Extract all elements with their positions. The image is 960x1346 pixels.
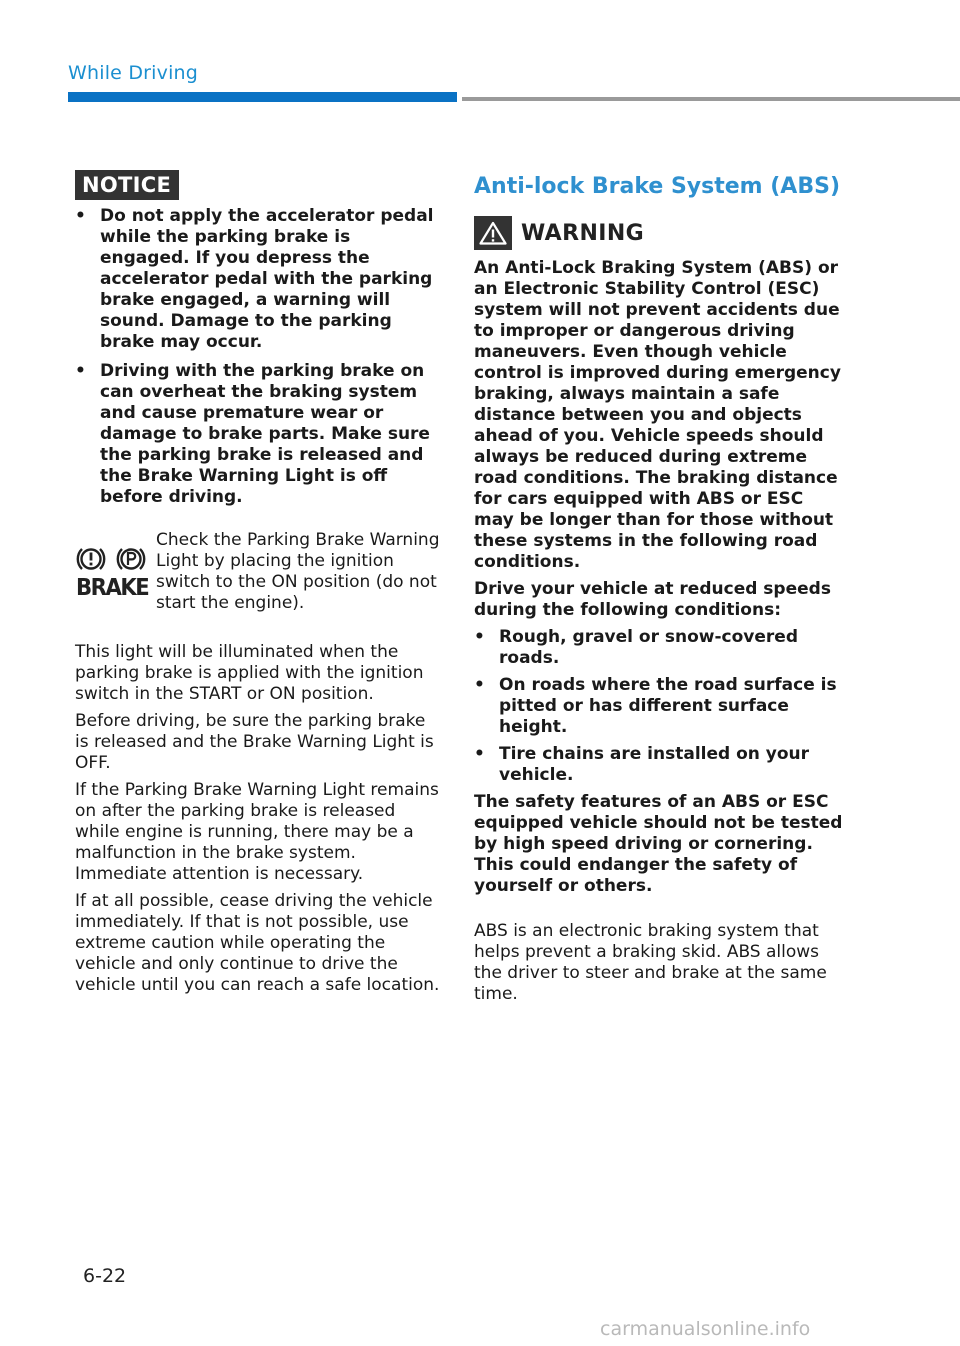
notice-list	[75, 206, 443, 508]
body-paragraph: If at all possible, cease driving the vehicle immediately. If that is not possible, use extreme caution while operating the vehicle and only continue to drive the vehicle until you can reach a safe location.	[75, 891, 440, 995]
right-column	[474, 170, 844, 1005]
body-paragraph: This light will be illuminated when the parking brake is applied with the ignition switch in the START or ON position.	[75, 642, 424, 704]
notice-item: • Do not apply the accelerator pedal while the parking brake is engaged. If you depress the accelerator pedal with the parking brake engaged, a warning will sound. Damage to the parking brake may occur.	[75, 206, 434, 352]
notice-label: NOTICE	[75, 170, 179, 200]
warning-paragraph: The safety features of an ABS or ESC equipped vehicle should not be tested by high speed driving or cornering. This could endanger the safety of yourself or others.	[474, 792, 843, 896]
warning-paragraph: An Anti-Lock Braking System (ABS) or an Electronic Stability Control (ESC) system will not prevent accidents due to improper or dangerous driving maneuvers. Even though vehicle control is improved during emergency braking, always maintain a safe distance between you and objects ahead of you. Vehicle speeds should always be reduced during extreme road conditions. The braking distance for cars equipped with ABS or ESC may be longer than for those without these systems in the following road conditions.	[474, 258, 841, 572]
chapter-title: While Driving	[68, 62, 199, 84]
brake-warning-light-icon	[76, 544, 150, 600]
header-accent-bar	[68, 92, 457, 102]
warning-label: WARNING	[521, 220, 645, 246]
page-number: 6-22	[83, 1265, 127, 1287]
warning-conditions-list	[474, 627, 844, 786]
section-title: Anti-lock Brake System (ABS)	[474, 174, 840, 199]
warning-condition-item: • Rough, gravel or snow-covered roads.	[474, 627, 798, 668]
watermark: carmanualsonline.info	[600, 1318, 811, 1340]
warning-paragraph: Drive your vehicle at reduced speeds during the following conditions:	[474, 579, 831, 620]
body-paragraph: If the Parking Brake Warning Light remains on after the parking brake is released while engine is running, there may be a malfunction in the brake system. Immediate attention is necessary.	[75, 780, 439, 884]
warning-condition-item: • Tire chains are installed on your vehicle.	[474, 744, 810, 785]
brake-check-text: Check the Parking Brake Warning Light by placing the ignition switch to the ON position (do not start the engine).	[156, 530, 440, 613]
brake-symbols	[76, 544, 150, 574]
header-rule	[462, 97, 960, 101]
abs-description: ABS is an electronic braking system that helps prevent a braking skid. ABS allows the driver to steer and brake at the same time.	[474, 921, 827, 1004]
left-column	[75, 170, 443, 996]
warning-condition-item: • On roads where the road surface is pitted or has different surface height.	[474, 675, 837, 737]
notice-item: • Driving with the parking brake on can overheat the braking system and cause premature wear or damage to brake parts. Make sure the parking brake is released and the Brake Warning Light is off before driving.	[75, 361, 430, 507]
warning-triangle-icon	[474, 216, 512, 250]
body-paragraph: Before driving, be sure the parking brake is released and the Brake Warning Light is OFF.	[75, 711, 434, 773]
brake-warning-block	[75, 530, 443, 635]
warning-header	[474, 216, 844, 250]
brake-icon-label: BRAKE	[76, 575, 149, 601]
